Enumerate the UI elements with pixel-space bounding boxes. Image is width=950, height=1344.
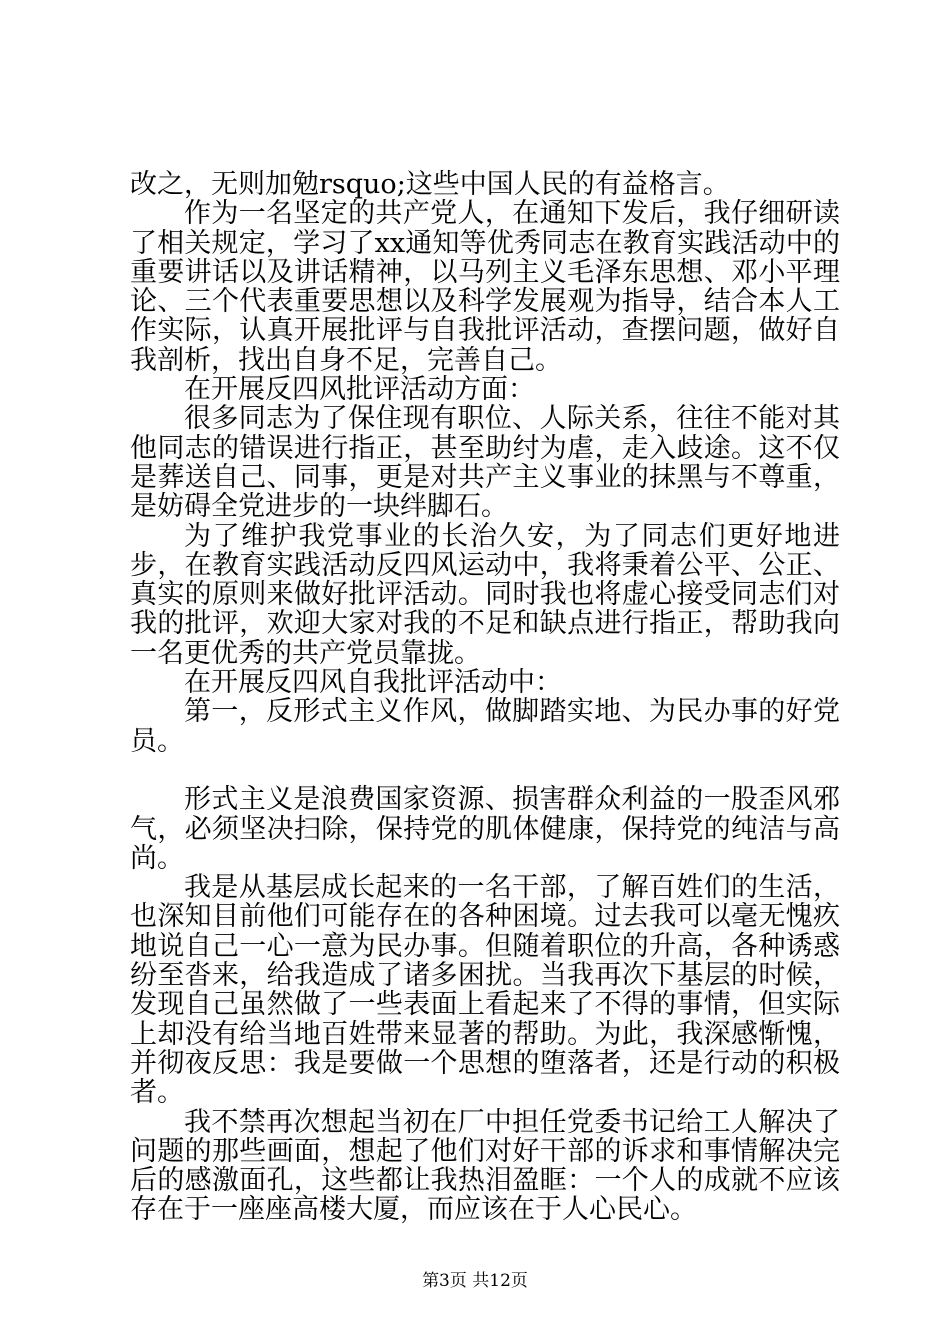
point-one-heading: 第一，反形式主义作风，做脚踏实地、为民办事的好党员。 <box>130 696 840 757</box>
document-body <box>130 170 840 1225</box>
paragraph-memory: 我不禁再次想起当初在厂中担任党委书记给工人解决了问题的那些画面，想起了他们对好干部的诉求和事情解决完后的感激面孔，这些都让我热泪盈眶：一个人的成就不应该存在于一座座高楼大厦，而应该在于人心民心。 <box>130 1106 840 1226</box>
paragraph-study: 作为一名坚定的共产党人，在通知下发后，我仔细研读了相关规定，学习了xx通知等优秀同志在教育实践活动中的重要讲话以及讲话精神，以马列主义毛泽东思想、邓小平理论、三个代表重要思想以及科学发展观为指导，结合本人工作实际，认真开展批评与自我批评活动，查摆问题，做好自我剖析，找出自身不足，完善自己。 <box>130 198 840 376</box>
paragraph-formalism: 形式主义是浪费国家资源、损害群众利益的一股歪风邪气，必须坚决扫除，保持党的肌体健康，保持党的纯洁与高尚。 <box>130 784 840 874</box>
section-heading-self-criticism: 在开展反四风自我批评活动中： <box>184 667 562 699</box>
paragraph-continuation: 改之，无则加勉rsquo;这些中国人民的有益格言。 <box>130 169 730 200</box>
paragraph-reflection: 我是从基层成长起来的一名干部，了解百姓们的生活，也深知目前他们可能存在的各种困境。过去我可以毫无愧疚地说自己一心一意为民办事。但随着职位的升高，各种诱惑纷至沓来，给我造成了诸多困扰。当我再次下基层的时候，发现自己虽然做了一些表面上看起来了不得的事情，但实际上却没有给当地百姓带来显著的帮助。为此，我深感惭愧，并彻夜反思：我是要做一个思想的堕落者，还是行动的积极者。 <box>130 872 840 1109</box>
page-number-footer: 第3页 共12页 <box>422 1271 528 1291</box>
paragraph-commitment: 为了维护我党事业的长治久安，为了同志们更好地进步，在教育实践活动反四风运动中，我将秉着公平、公正、真实的原则来做好批评活动。同时我也将虚心接受同志们对我的批评，欢迎大家对我的不足和缺点进行指正，帮助我向一名更优秀的共产党员靠拢。 <box>130 520 840 669</box>
paragraph-colleagues: 很多同志为了保住现有职位、人际关系，往往不能对其他同志的错误进行指正，甚至助纣为虐，走入歧途。这不仅是葬送自己、同事，更是对共产主义事业的抹黑与不尊重，是妨碍全党进步的一块绊脚石。 <box>130 403 840 523</box>
section-heading-criticism: 在开展反四风批评活动方面： <box>184 374 535 406</box>
